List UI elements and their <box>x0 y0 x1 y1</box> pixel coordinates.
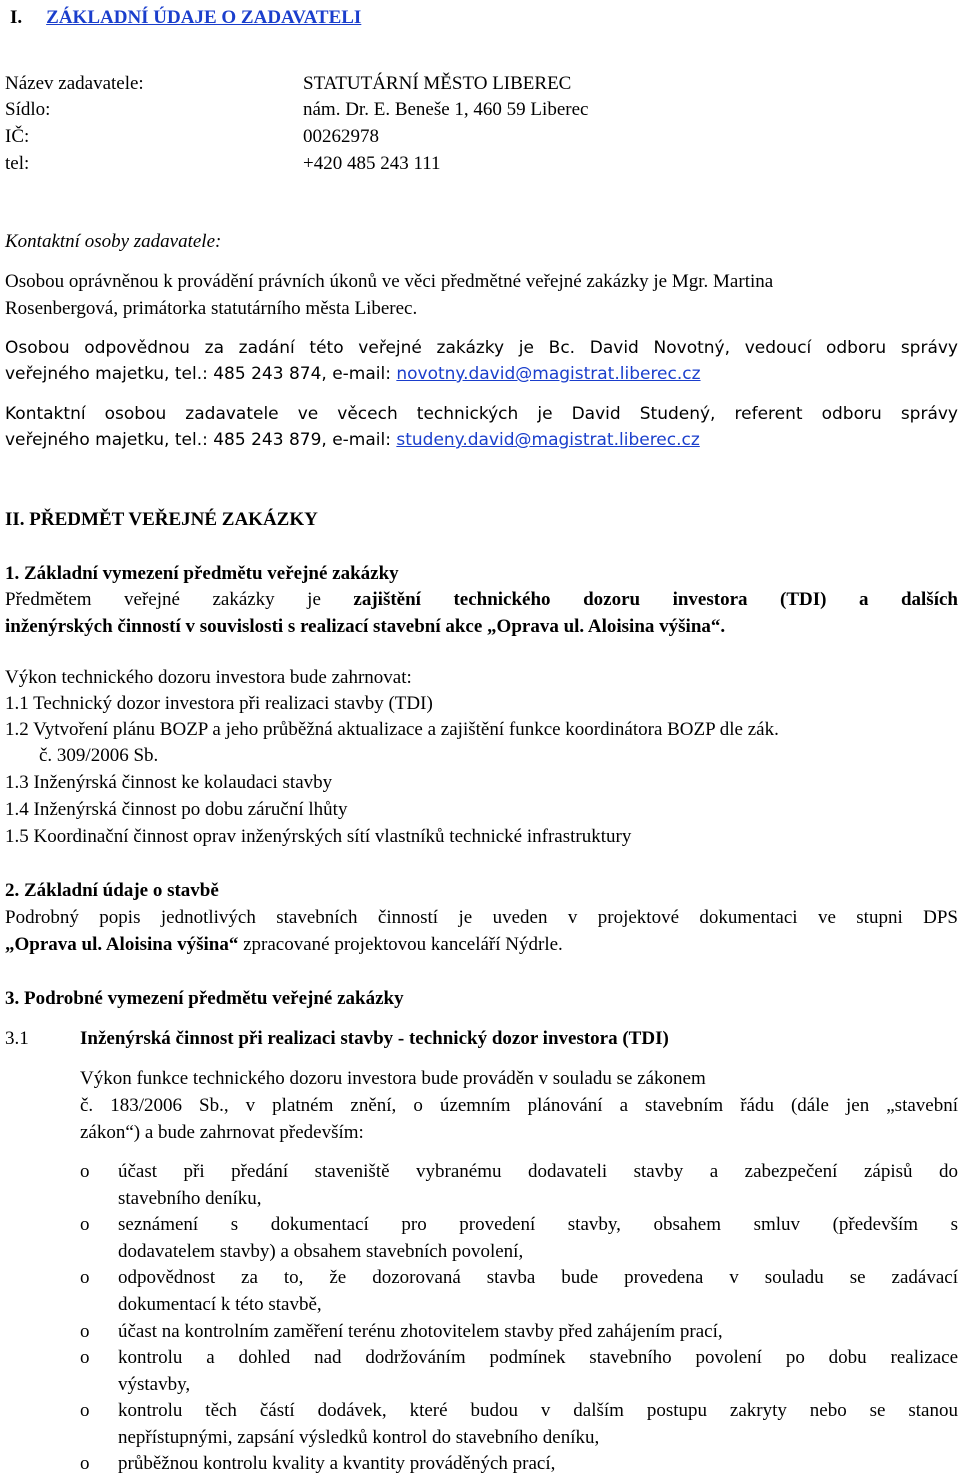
subsection-1-heading: 1. Základní vymezení předmětu veřejné zakázky <box>5 563 399 584</box>
building-project-name: „Oprava ul. Aloisina výšina“ <box>5 934 239 955</box>
info-value-tel: +420 485 243 111 <box>303 153 441 174</box>
bullet-marker: o <box>80 1453 90 1474</box>
technical-email-link[interactable]: studeny.david@magistrat.liberec.cz <box>396 430 700 450</box>
bullet-1-line-1: účast při předání staveniště vybranému dodavateli stavby a zabezpečení zápisů do <box>118 1161 958 1182</box>
bullet-2-line-2: dodavatelem stavby) a obsahem stavebních povolení, <box>118 1241 524 1262</box>
tdi-law-line-3: zákon“) a bude zahrnovat především: <box>80 1122 364 1143</box>
bullet-marker: o <box>80 1214 90 1235</box>
tdi-item-1-1: 1.1 Technický dozor investora při realizaci stavby (TDI) <box>5 693 433 714</box>
subsection-3-heading: 3. Podrobné vymezení předmětu veřejné zakázky <box>5 988 404 1009</box>
section-1-number: I. <box>10 7 23 28</box>
subject-line-2: inženýrských činností v souvislosti s realizací stavební akce „Oprava ul. Aloisina výšina“. <box>5 616 726 637</box>
tdi-item-1-2: 1.2 Vytvoření plánu BOZP a jeho průběžná aktualizace a zajištění funkce koordinátora BOZP dle zák. <box>5 719 779 740</box>
tdi-law-line-2: č. 183/2006 Sb., v platném znění, o územním plánování a stavebním řádu (dále jen „stavební <box>80 1095 958 1116</box>
bullet-3-line-1: odpovědnost za to, že dozorovaná stavba bude provedena v souladu se zadávací <box>118 1267 958 1288</box>
subsection-3-1-title: Inženýrská činnost při realizaci stavby - technický dozor investora (TDI) <box>80 1028 669 1049</box>
info-value-name: STATUTÁRNÍ MĚSTO LIBEREC <box>303 73 572 94</box>
bullet-marker: o <box>80 1347 90 1368</box>
info-value-ic: 00262978 <box>303 126 379 147</box>
responsible-person-line-2 <box>5 366 701 383</box>
authorized-person-line-1: Osobou oprávněnou k provádění právních úkonů ve věci předmětné veřejné zakázky je Mgr. Martina <box>5 271 774 292</box>
bullet-5-line-1: kontrolu a dohled nad dodržováním podmínek stavebního povolení po dobu realizace <box>118 1347 958 1368</box>
bullet-6-line-2: nepřístupnými, zapsání výsledků kontrol do stavebního deníku, <box>118 1427 600 1448</box>
building-line-1: Podrobný popis jednotlivých stavebních činností je uveden v projektové dokumentaci ve stupni DPS <box>5 907 958 928</box>
info-value-seat: nám. Dr. E. Beneše 1, 460 59 Liberec <box>303 99 589 120</box>
section-2-heading: II. PŘEDMĚT VEŘEJNÉ ZAKÁZKY <box>5 509 318 530</box>
tdi-item-1-3: 1.3 Inženýrská činnost ke kolaudaci stavby <box>5 772 333 793</box>
bullet-6-line-1: kontrolu těch částí dodávek, které budou v dalším postupu zakryty nebo se stanou <box>118 1400 958 1421</box>
subject-text: Předmětem veřejné zakázky je <box>5 589 354 610</box>
tdi-item-1-5: 1.5 Koordinační činnost oprav inženýrských sítí vlastníků technické infrastruktury <box>5 826 632 847</box>
contacts-heading: Kontaktní osoby zadavatele: <box>5 231 222 252</box>
section-1-title-link[interactable]: ZÁKLADNÍ ÚDAJE O ZADAVATELI <box>46 7 362 28</box>
bullet-marker: o <box>80 1321 90 1342</box>
technical-contact-text: veřejného majetku, tel.: 485 243 879, e-mail: <box>5 430 397 450</box>
section-1-heading[interactable] <box>10 8 361 27</box>
info-label-tel: tel: <box>5 153 30 174</box>
technical-contact-line-2 <box>5 432 700 449</box>
authorized-person-line-2: Rosenbergová, primátorka statutárního města Liberec. <box>5 298 418 319</box>
tdi-intro: Výkon technického dozoru investora bude zahrnovat: <box>5 667 412 688</box>
responsible-email-link[interactable]: novotny.david@magistrat.liberec.cz <box>396 364 701 384</box>
tdi-law-line-1: Výkon funkce technického dozoru investora bude prováděn v souladu se zákonem <box>80 1068 706 1089</box>
bullet-4-line-1: účast na kontrolním zaměření terénu zhotovitelem stavby před zahájením prací, <box>118 1321 723 1342</box>
bullet-7-line-1: průběžnou kontrolu kvality a kvantity prováděných prací, <box>118 1453 556 1474</box>
building-line-2 <box>5 935 563 954</box>
bullet-marker: o <box>80 1400 90 1421</box>
bullet-marker: o <box>80 1267 90 1288</box>
subsection-3-1-number: 3.1 <box>5 1028 29 1049</box>
subject-line-1 <box>5 590 958 609</box>
responsible-person-text: veřejného majetku, tel.: 485 243 874, e-mail: <box>5 364 397 384</box>
tdi-item-1-2-cont: č. 309/2006 Sb. <box>39 745 159 766</box>
bullet-2-line-1: seznámení s dokumentací pro provedení stavby, obsahem smluv (především s <box>118 1214 958 1235</box>
info-label-name: Název zadavatele: <box>5 73 144 94</box>
bullet-1-line-2: stavebního deníku, <box>118 1188 262 1209</box>
subject-bold-text: zajištění technického dozoru investora (TDI) a dalších <box>353 589 958 610</box>
bullet-3-line-2: dokumentací k této stavbě, <box>118 1294 322 1315</box>
subsection-2-heading: 2. Základní údaje o stavbě <box>5 880 219 901</box>
tdi-item-1-4: 1.4 Inženýrská činnost po dobu záruční lhůty <box>5 799 348 820</box>
info-label-ic: IČ: <box>5 126 30 147</box>
info-label-seat: Sídlo: <box>5 99 51 120</box>
bullet-5-line-2: výstavby, <box>118 1374 191 1395</box>
responsible-person-line-1: Osobou odpovědnou za zadání této veřejné zakázky je Bc. David Novotný, vedoucí odboru správy <box>5 338 958 358</box>
building-line-2-text: zpracované projektovou kanceláří Nýdrle. <box>238 934 563 955</box>
technical-contact-line-1: Kontaktní osobou zadavatele ve věcech technických je David Studený, referent odboru správy <box>5 404 958 424</box>
bullet-marker: o <box>80 1161 90 1182</box>
